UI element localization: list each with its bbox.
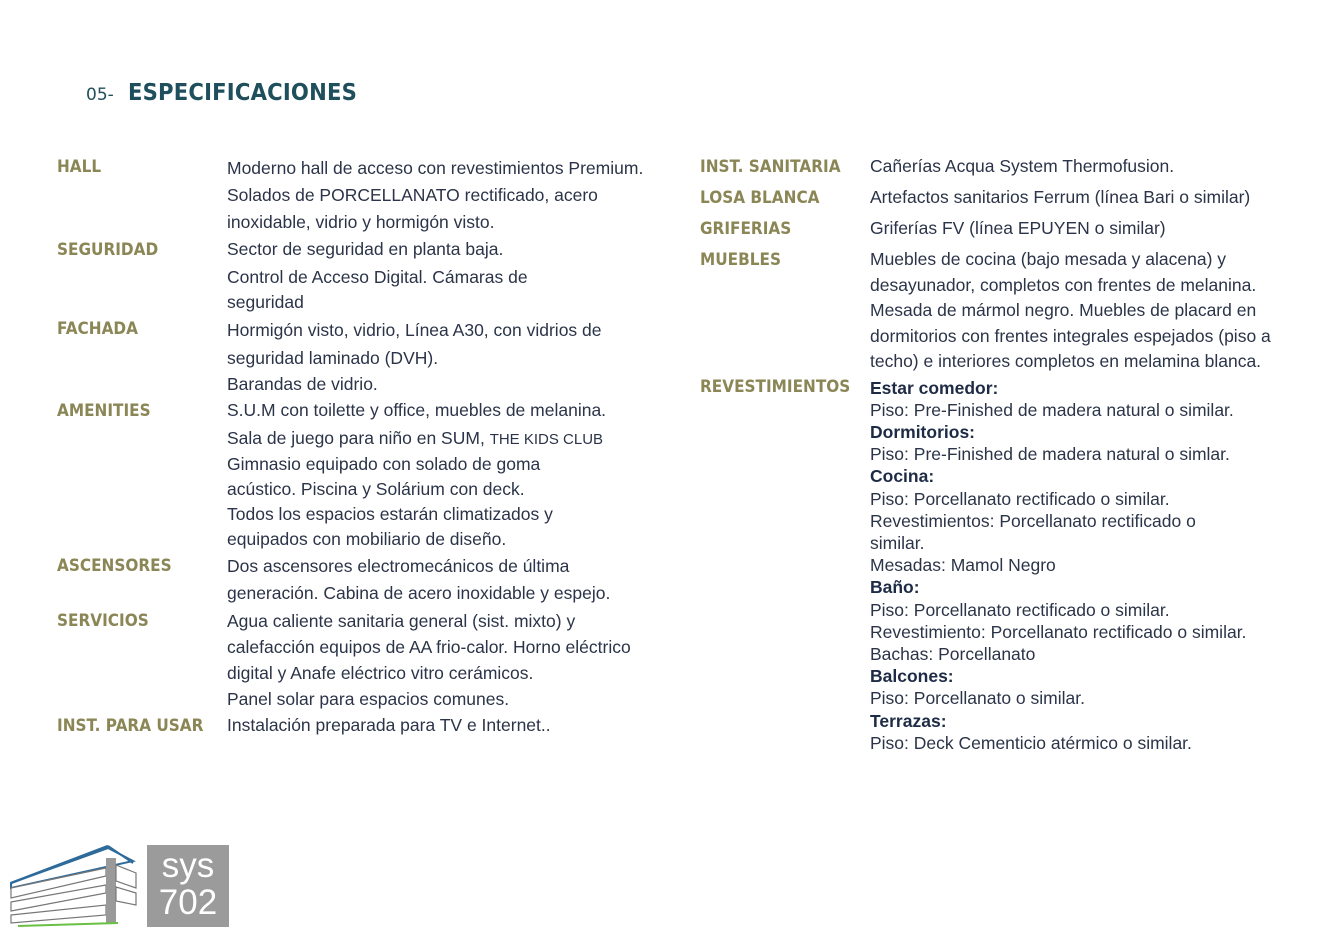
rev-line: Revestimiento: Porcellanato rectificado o similar. [870, 621, 1247, 642]
spec-label: AMENITIES [57, 401, 151, 421]
spec-text: Moderno hall de acceso con revestimientos Premium. [227, 158, 644, 178]
rev-heading: Dormitorios: [870, 421, 975, 442]
spec-label: ASCENSORES [57, 556, 172, 576]
kids-club-text: THE KIDS CLUB [489, 431, 604, 448]
spec-label: GRIFERIAS [700, 219, 792, 239]
spec-label: REVESTIMIENTOS [700, 376, 851, 397]
rev-line: Piso: Porcellanato rectificado o similar. [870, 599, 1170, 620]
rev-line: Bachas: Porcellanato [870, 643, 1036, 664]
spec-row-hall [57, 154, 657, 236]
rev-line: Mesadas: Mamol Negro [870, 555, 1056, 576]
spec-row-losa-blanca [700, 185, 1320, 210]
spec-text: Control de Acceso Digital. Cámaras de seguridad [227, 267, 528, 312]
section-header [86, 80, 377, 106]
spec-text: Cañerías Acqua System Thermofusion. [870, 156, 1175, 176]
spec-text: Panel solar para espacios comunes. [227, 689, 510, 709]
rev-group-estar-comedor [870, 377, 1300, 421]
spec-text: Sector de seguridad en planta baja. [227, 239, 504, 259]
spec-row-muebles [700, 247, 1320, 375]
spec-row-inst-sanitaria [700, 154, 1320, 179]
spec-row-servicios [57, 608, 657, 712]
spec-label: FACHADA [57, 319, 138, 339]
rev-heading: Cocina: [870, 466, 935, 487]
logo-badge [147, 845, 229, 927]
rev-heading: Balcones: [870, 666, 954, 687]
left-spec-column [57, 154, 657, 738]
section-number: 05- [86, 85, 114, 105]
rev-group-dormitorios [870, 421, 1300, 465]
spec-row-inst-para-usar [57, 713, 657, 738]
spec-text: Todos los espacios estarán climatizados y equipados con mobiliario de diseño. [227, 504, 553, 549]
logo-text-line2: 702 [158, 883, 218, 922]
spec-text: Sala de juego para niño en SUM, [227, 428, 485, 448]
spec-label: SERVICIOS [57, 611, 149, 631]
spec-row-ascensores [57, 553, 657, 607]
spec-label: MUEBLES [700, 250, 781, 270]
rev-group-balcones [870, 665, 1300, 709]
right-spec-column [700, 154, 1320, 754]
page-title: ESPECIFICACIONES [127, 80, 357, 106]
spec-text: Barandas de vidrio. [227, 374, 378, 394]
spec-label: INST. SANITARIA [700, 157, 841, 177]
spec-row-revestimientos [700, 377, 1320, 754]
spec-label: SEGURIDAD [57, 240, 159, 260]
rev-group-terrazas [870, 710, 1300, 754]
logo-text-line1: sys [161, 846, 215, 885]
spec-label: INST. PARA USAR [57, 716, 204, 736]
rev-line: Revestimientos: Porcellanato rectificado o similar. [870, 510, 1196, 553]
spec-text: Gimnasio equipado con solado de goma acústico. Piscina y Solárium con deck. [227, 454, 541, 499]
rev-line: Piso: Deck Cementicio atérmico o similar. [870, 732, 1192, 753]
spec-text: Hormigón visto, vidrio, Línea A30, con vidrios de seguridad laminado (DVH). [227, 320, 602, 368]
spec-row-seguridad [57, 237, 657, 315]
rev-heading: Baño: [870, 577, 920, 598]
spec-text: Griferías FV (línea EPUYEN o similar) [870, 218, 1166, 238]
spec-text: Instalación preparada para TV e Internet.. [227, 715, 551, 735]
spec-row-amenities [57, 398, 657, 552]
rev-group-bano [870, 576, 1300, 665]
spec-row-griferias [700, 216, 1320, 241]
spec-text: Solados de PORCELLANATO rectificado, acero inoxidable, vidrio y hormigón visto. [227, 185, 598, 232]
spec-text: Artefactos sanitarios Ferrum (línea Bari o similar) [870, 187, 1251, 207]
spec-row-fachada [57, 316, 657, 397]
rev-heading: Estar comedor: [870, 377, 999, 398]
spec-label: HALL [57, 157, 102, 177]
spec-text: Muebles de cocina (bajo mesada y alacena) y desayunador, completos con frentes de melanina. Mesada de mármol negro. Muebles de placard en dormitorios con frentes integrales espejados (piso a techo) e interiores completos en melamina blanca. [870, 249, 1271, 371]
rev-line: Piso: Pre-Finished de madera natural o similar. [870, 399, 1234, 420]
rev-line: Piso: Porcellanato o similar. [870, 688, 1085, 709]
rev-group-cocina [870, 465, 1300, 576]
spec-text: S.U.M con toilette y office, muebles de melanina. [227, 400, 607, 420]
spec-text: Agua caliente sanitaria general (sist. mixto) y calefacción equipos de AA frio-calor. Horno eléctrico digital y Anafe eléctrico vitro cerámicos. [227, 611, 631, 683]
rev-line: Piso: Porcellanato rectificado o similar. [870, 488, 1170, 509]
spec-label: LOSA BLANCA [700, 188, 820, 208]
rev-line: Piso: Pre-Finished de madera natural o simlar. [870, 444, 1230, 465]
spec-text: Dos ascensores electromecánicos de última generación. Cabina de acero inoxidable y espejo. [227, 556, 611, 603]
rev-heading: Terrazas: [870, 710, 947, 731]
